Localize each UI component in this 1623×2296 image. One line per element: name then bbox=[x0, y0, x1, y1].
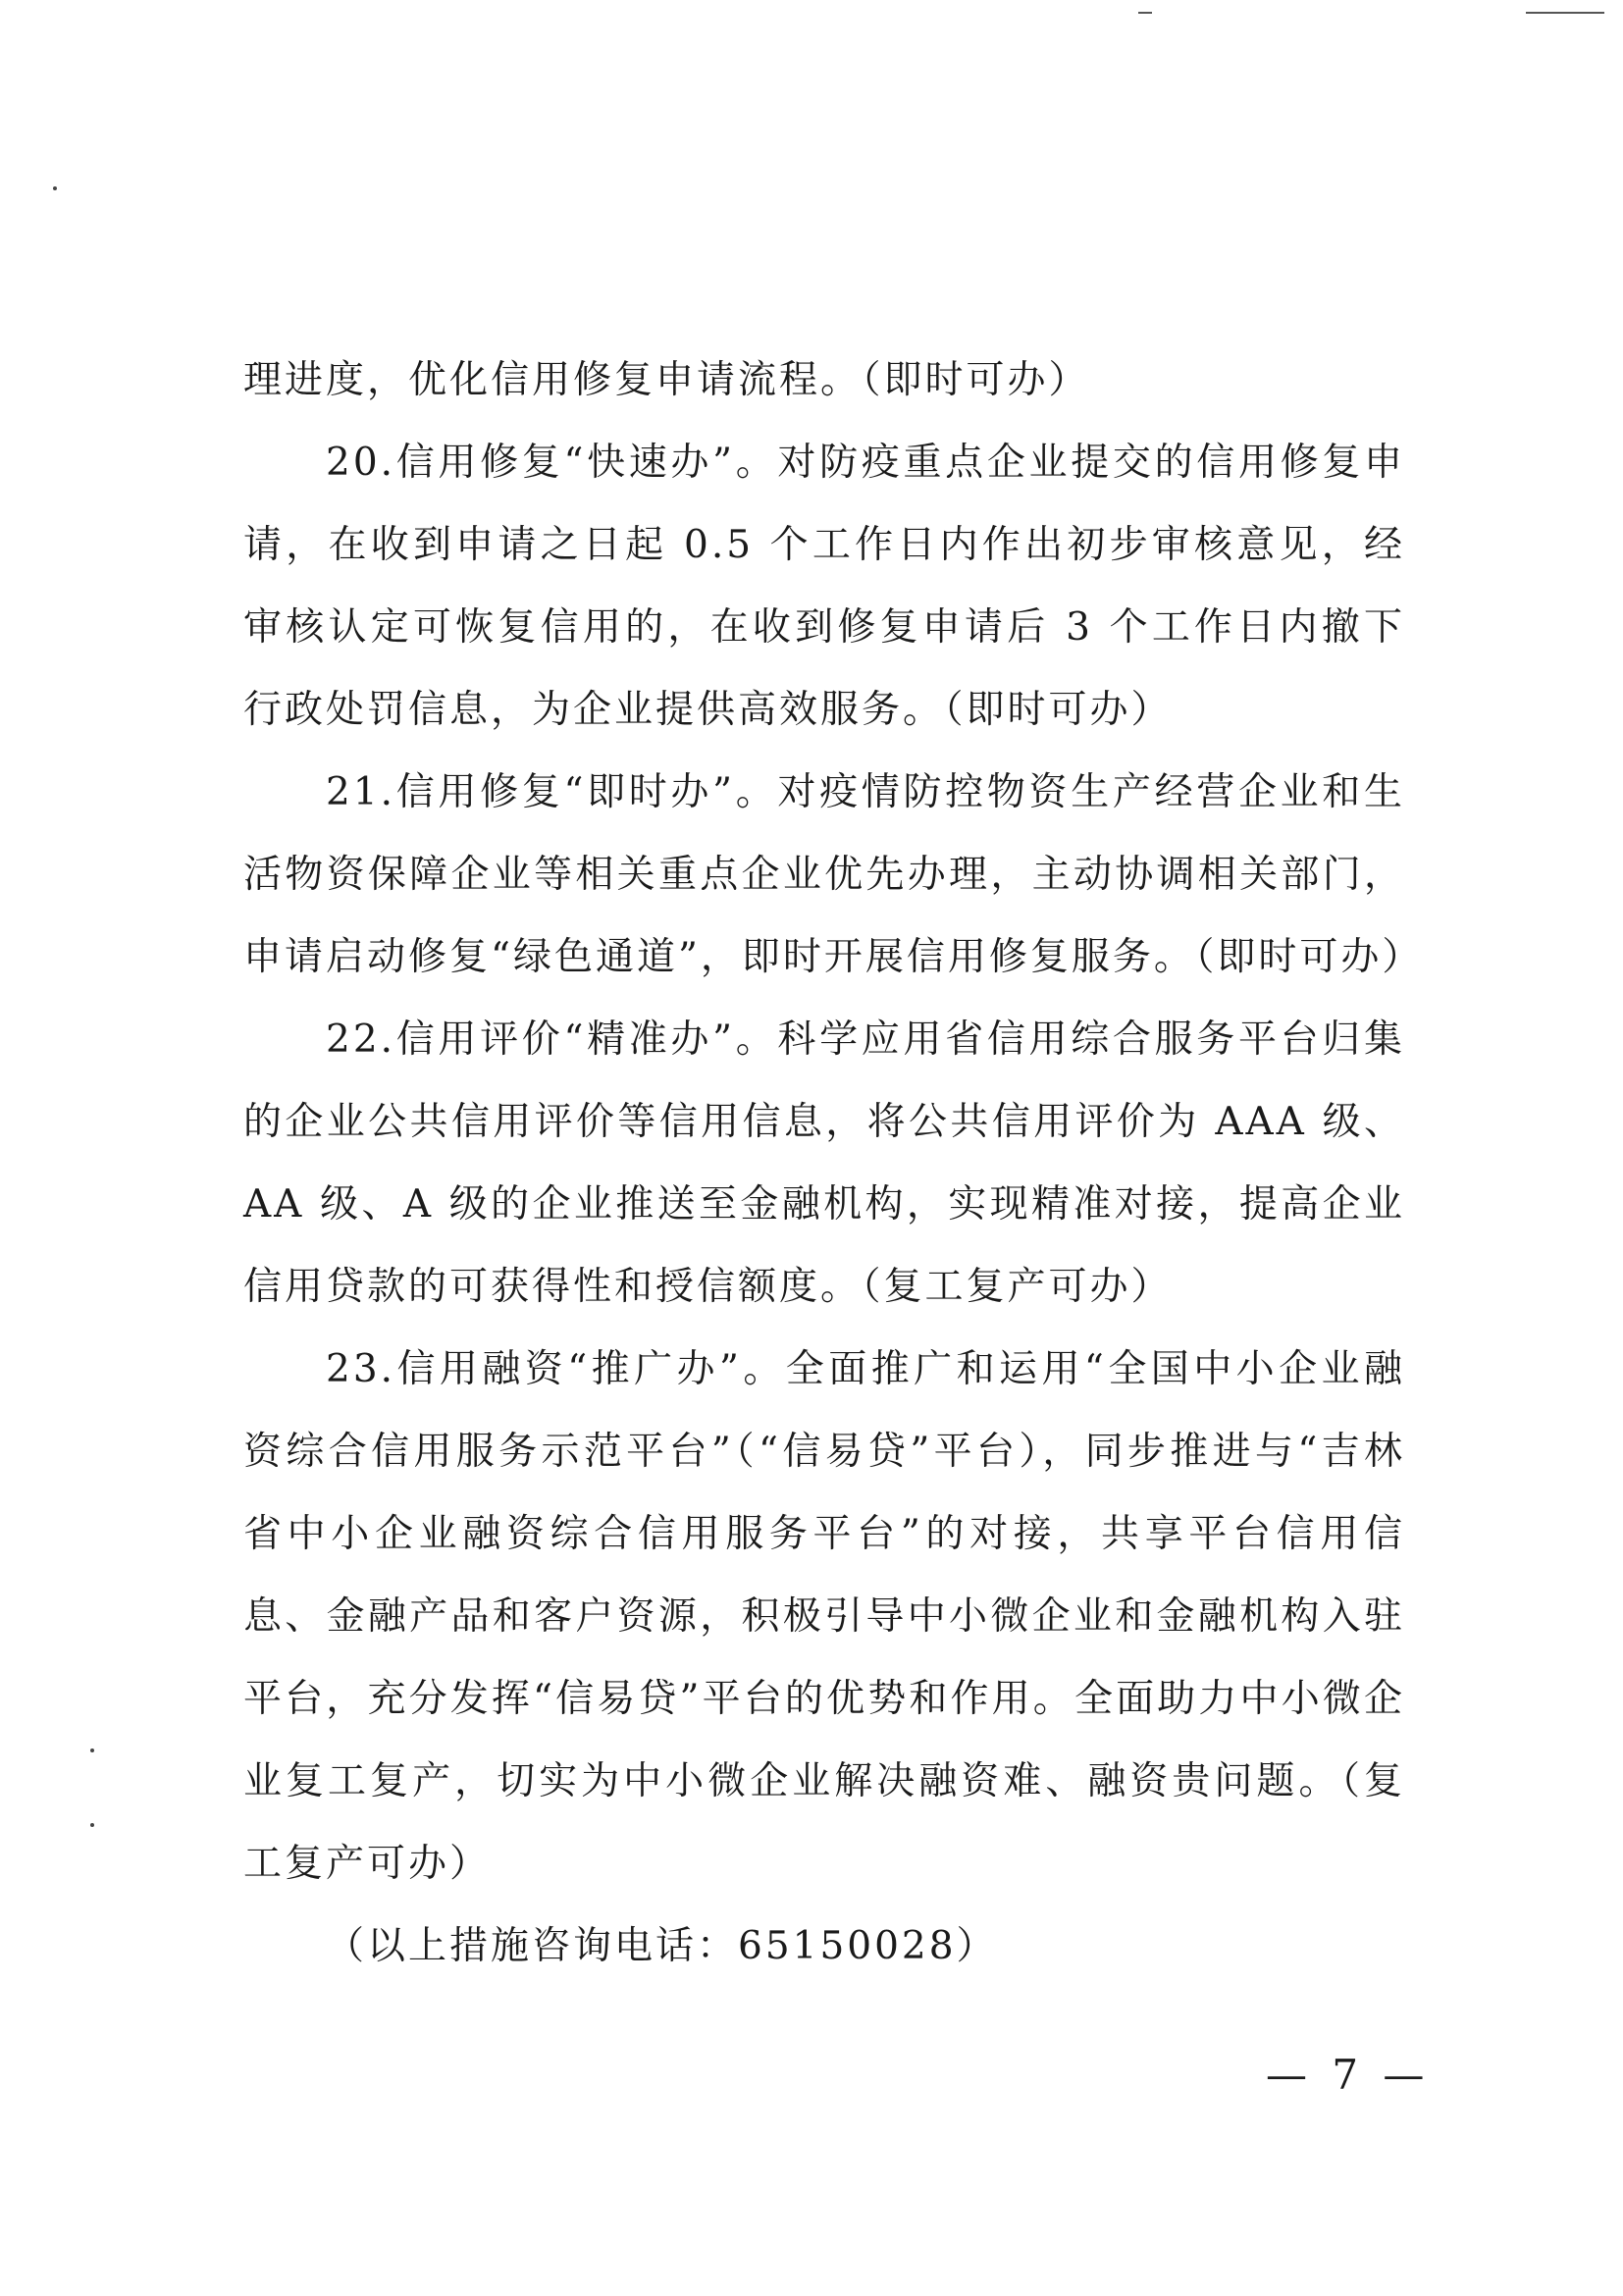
scan-dot bbox=[90, 1748, 94, 1752]
body-text bbox=[243, 339, 1424, 1988]
paragraph-continuation: 理进度，优化信用修复申请流程。（即时可办） bbox=[243, 358, 1090, 402]
scan-dot bbox=[90, 1823, 94, 1827]
scan-dot bbox=[53, 186, 57, 190]
paragraph-item-23: 23.信用融资“推广办”。全面推广和运用“全国中小企业融资综合信用服务示范平台”（“信易贷”平台），同步推进与“吉林省中小企业融资综合信用服务平台”的对接，共享平台信用信息、金融产品和客户资源，积极引导中小微企业和金融机构入驻平台，充分发挥“信易贷”平台的优势和作用。全面助力中小微企业复工复产，切实为中小微企业解决融资难、融资贵问题。（复工复产可办） bbox=[243, 1347, 1405, 1886]
paragraph-item-20: 20.信用修复“快速办”。对防疫重点企业提交的信用修复申请，在收到申请之日起 0.5 个工作日内作出初步审核意见，经审核认定可恢复信用的，在收到修复申请后 3 个工作日内撤下行政处罚信息，为企业提供高效服务。（即时可办） bbox=[243, 441, 1405, 732]
paragraph-item-22: 22.信用评价“精准办”。科学应用省信用综合服务平台归集的企业公共信用评价等信用信息，将公共信用评价为 AAA 级、AA 级、A 级的企业推送至金融机构，实现精准对接，提高企业信用贷款的可获得性和授信额度。（复工复产可办） bbox=[243, 1018, 1405, 1309]
scan-mark-top-mid bbox=[1138, 12, 1152, 14]
consult-note: （以上措施咨询电话：65150028） bbox=[326, 1924, 998, 1968]
page-number: — 7 — bbox=[1266, 2051, 1431, 2099]
paragraph-item-21: 21.信用修复“即时办”。对疫情防控物资生产经营企业和生活物资保障企业等相关重点企业优先办理，主动协调相关部门，申请启动修复“绿色通道”，即时开展信用修复服务。（即时可办） bbox=[243, 770, 1424, 979]
scan-mark-top-right bbox=[1526, 12, 1604, 14]
